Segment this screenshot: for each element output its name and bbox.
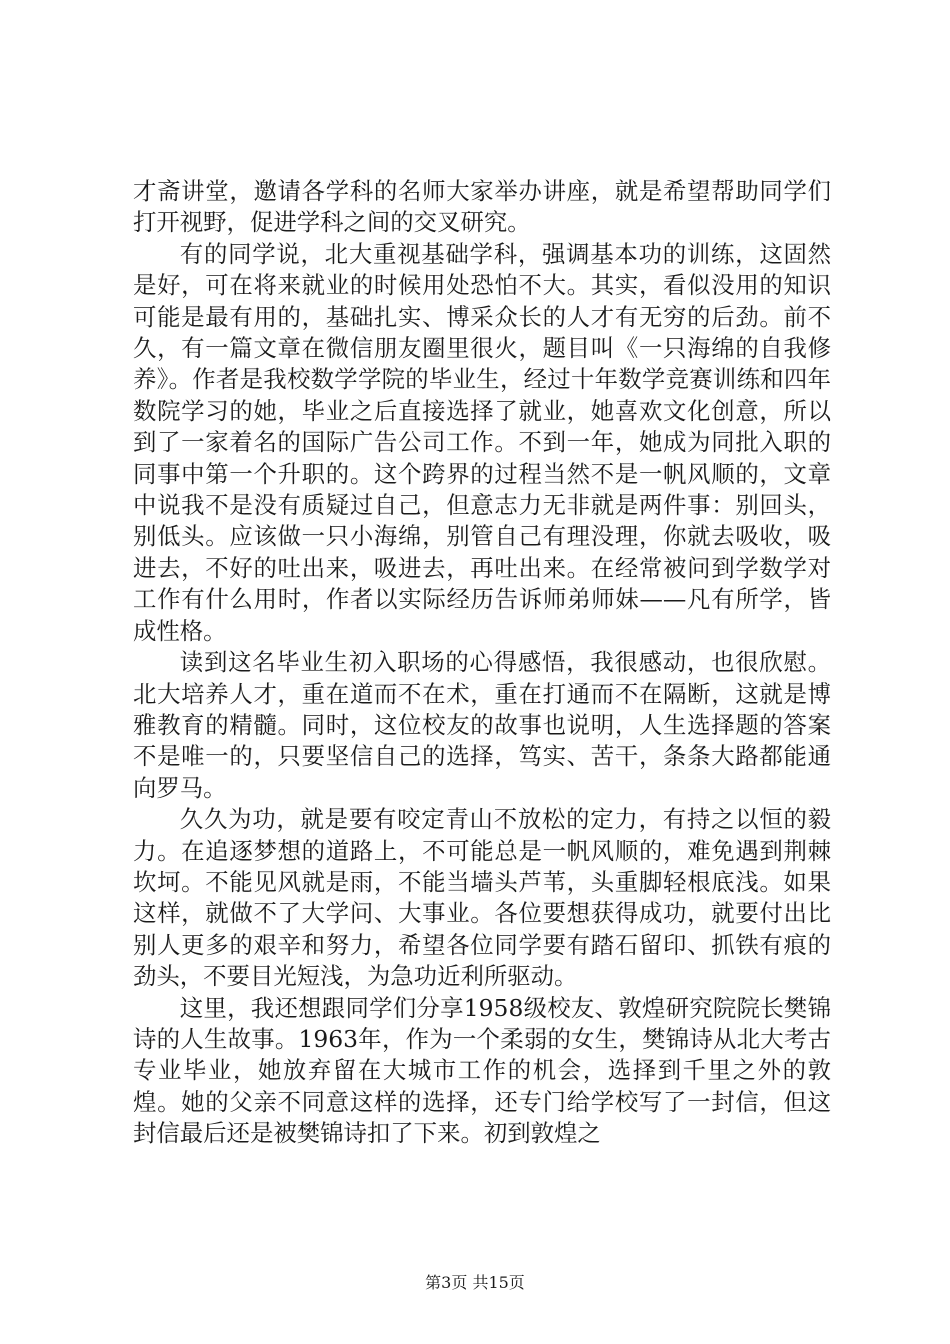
page-number-footer: 第3页 共15页 <box>425 1273 525 1292</box>
paragraph-5: 这里，我还想跟同学们分享1958级校友、敦煌研究院院长樊锦诗的人生故事。1963年，作为一个柔弱的女生，樊锦诗从北大考古专业毕业，她放弃留在大城市工作的机会，选择到千里之外的敦煌。她的父亲不同意这样的选择，还专门给学校写了一封信，但这封信最后还是被樊锦诗扣了下来。初到敦煌之 <box>133 993 831 1148</box>
paragraph-1: 才斋讲堂，邀请各学科的名师大家举办讲座，就是希望帮助同学们打开视野，促进学科之间的交叉研究。 <box>133 177 831 237</box>
paragraph-3: 读到这名毕业生初入职场的心得感悟，我很感动，也很欣慰。北大培养人才，重在道而不在术，重在打通而不在隔断，这就是博雅教育的精髓。同时，这位校友的故事也说明，人生选择题的答案不是唯一的，只要坚信自己的选择，笃实、苦干，条条大路都能通向罗马。 <box>133 648 831 802</box>
paragraph-4: 久久为功，就是要有咬定青山不放松的定力，有持之以恒的毅力。在追逐梦想的道路上，不可能总是一帆风顺的，难免遇到荆棘坎坷。不能见风就是雨，不能当墙头芦苇，头重脚轻根底浅。如果这样，就做不了大学问、大事业。各位要想获得成功，就要付出比别人更多的艰辛和努力，希望各位同学要有踏石留印、抓铁有痕的劲头，不要目光短浅，为急功近利所驱动。 <box>133 805 831 991</box>
document-body <box>133 176 831 1150</box>
paragraph-2: 有的同学说，北大重视基础学科，强调基本功的训练，这固然是好，可在将来就业的时候用处恐怕不大。其实，看似没用的知识可能是最有用的，基础扎实、博采众长的人才有无穷的后劲。前不久，有一篇文章在微信朋友圈里很火，题目叫《一只海绵的自我修养》。作者是我校数学学院的毕业生，经过十年数学竞赛训练和四年数院学习的她，毕业之后直接选择了就业，她喜欢文化创意，所以到了一家着名的国际广告公司工作。不到一年，她成为同批入职的同事中第一个升职的。这个跨界的过程当然不是一帆风顺的，文章中说我不是没有质疑过自己，但意志力无非就是两件事：别回头，别低头。应该做一只小海绵，别管自己有理没理，你就去吸收，吸进去，不好的吐出来，吸进去，再吐出来。在经常被问到学数学对工作有什么用时，作者以实际经历告诉师弟师妹——凡有所学，皆成性格。 <box>133 239 831 645</box>
